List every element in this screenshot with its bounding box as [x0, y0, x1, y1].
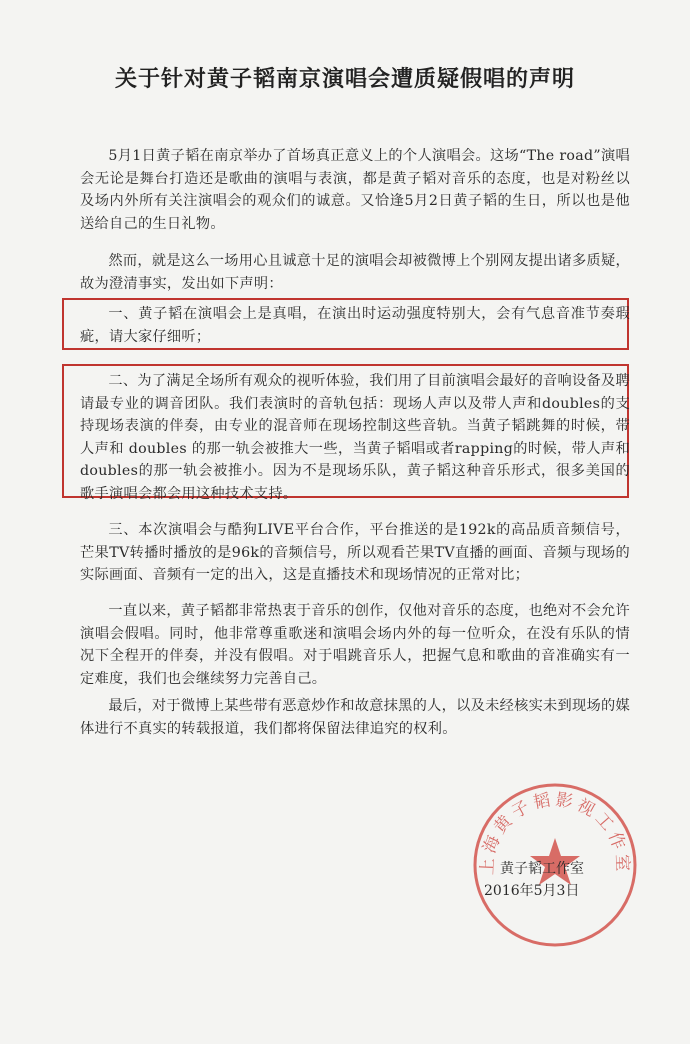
paragraph-attitude: 一直以来，黄子韬都非常热衷于音乐的创作，仅他对音乐的态度，也绝对不会允许演唱会假唱。同时，他非常尊重歌迷和演唱会场内外的每一位听众，在没有乐队的情况下全程开的伴奏，并没有假唱。对于唱跳音乐人，把握气息和歌曲的音准确实有一定难度，我们也会继续努力完善自己。 — [80, 603, 630, 687]
paragraph-point-2: 二、为了满足全场所有观众的视听体验，我们用了目前演唱会最好的音响设备及聘请最专业的调音团队。我们表演时的音轨包括：现场人声以及带人声和doubles的支持现场表演的伴奏，由专业的混音师在现场控制这些音轨。当黄子韬跳舞的时候，带人声和 doubles 的那一轨会被推大一些，当黄子韬唱或者rapping的时候，带人声和doubles的那一轨会被推小。因为不是现场乐队，黄子韬这种音乐形式，很多美国的歌手演唱会都会用这种技术支持。 — [80, 373, 630, 502]
document-title: 关于针对黄子韬南京演唱会遭质疑假唱的声明 — [114, 66, 575, 92]
svg-text:上海黄子韬影视工作室: 上海黄子韬影视工作室 — [477, 789, 633, 876]
paragraph-point-3: 三、本次演唱会与酷狗LIVE平台合作，平台推送的是192k的高品质音频信号，芒果TV转播时播放的是96k的音频信号，所以观看芒果TV直播的画面、音频与现场的实际画面、音频有一定的出入，这是直播技术和现场情况的正常对比； — [80, 522, 630, 583]
paragraph-point-1: 一、黄子韬在演唱会上是真唱，在演出时运动强度特别大，会有气息音准节奏瑕疵，请大家仔细听； — [80, 306, 630, 345]
signature-org: 黄子韬工作室 — [500, 861, 584, 877]
paragraph-closing: 最后，对于微博上某些带有恶意炒作和故意抹黑的人，以及未经核实未到现场的媒体进行不真实的转载报道，我们都将保留法律追究的权利。 — [80, 698, 630, 737]
paragraph-intro: 5月1日黄子韬在南京举办了首场真正意义上的个人演唱会。这场“The road”演唱会无论是舞台打造还是歌曲的演唱与表演，都是黄子韬对音乐的态度，也是对粉丝以及场内外所有关注演唱会的观众们的诚意。又恰逢5月2日黄子韬的生日，所以也是他送给自己的生日礼物。 — [80, 148, 630, 232]
paragraph-context: 然而，就是这么一场用心且诚意十足的演唱会却被微博上个别网友提出诸多质疑，故为澄清事实，发出如下声明： — [80, 253, 630, 292]
signature-date: 2016年5月3日 — [484, 883, 580, 899]
